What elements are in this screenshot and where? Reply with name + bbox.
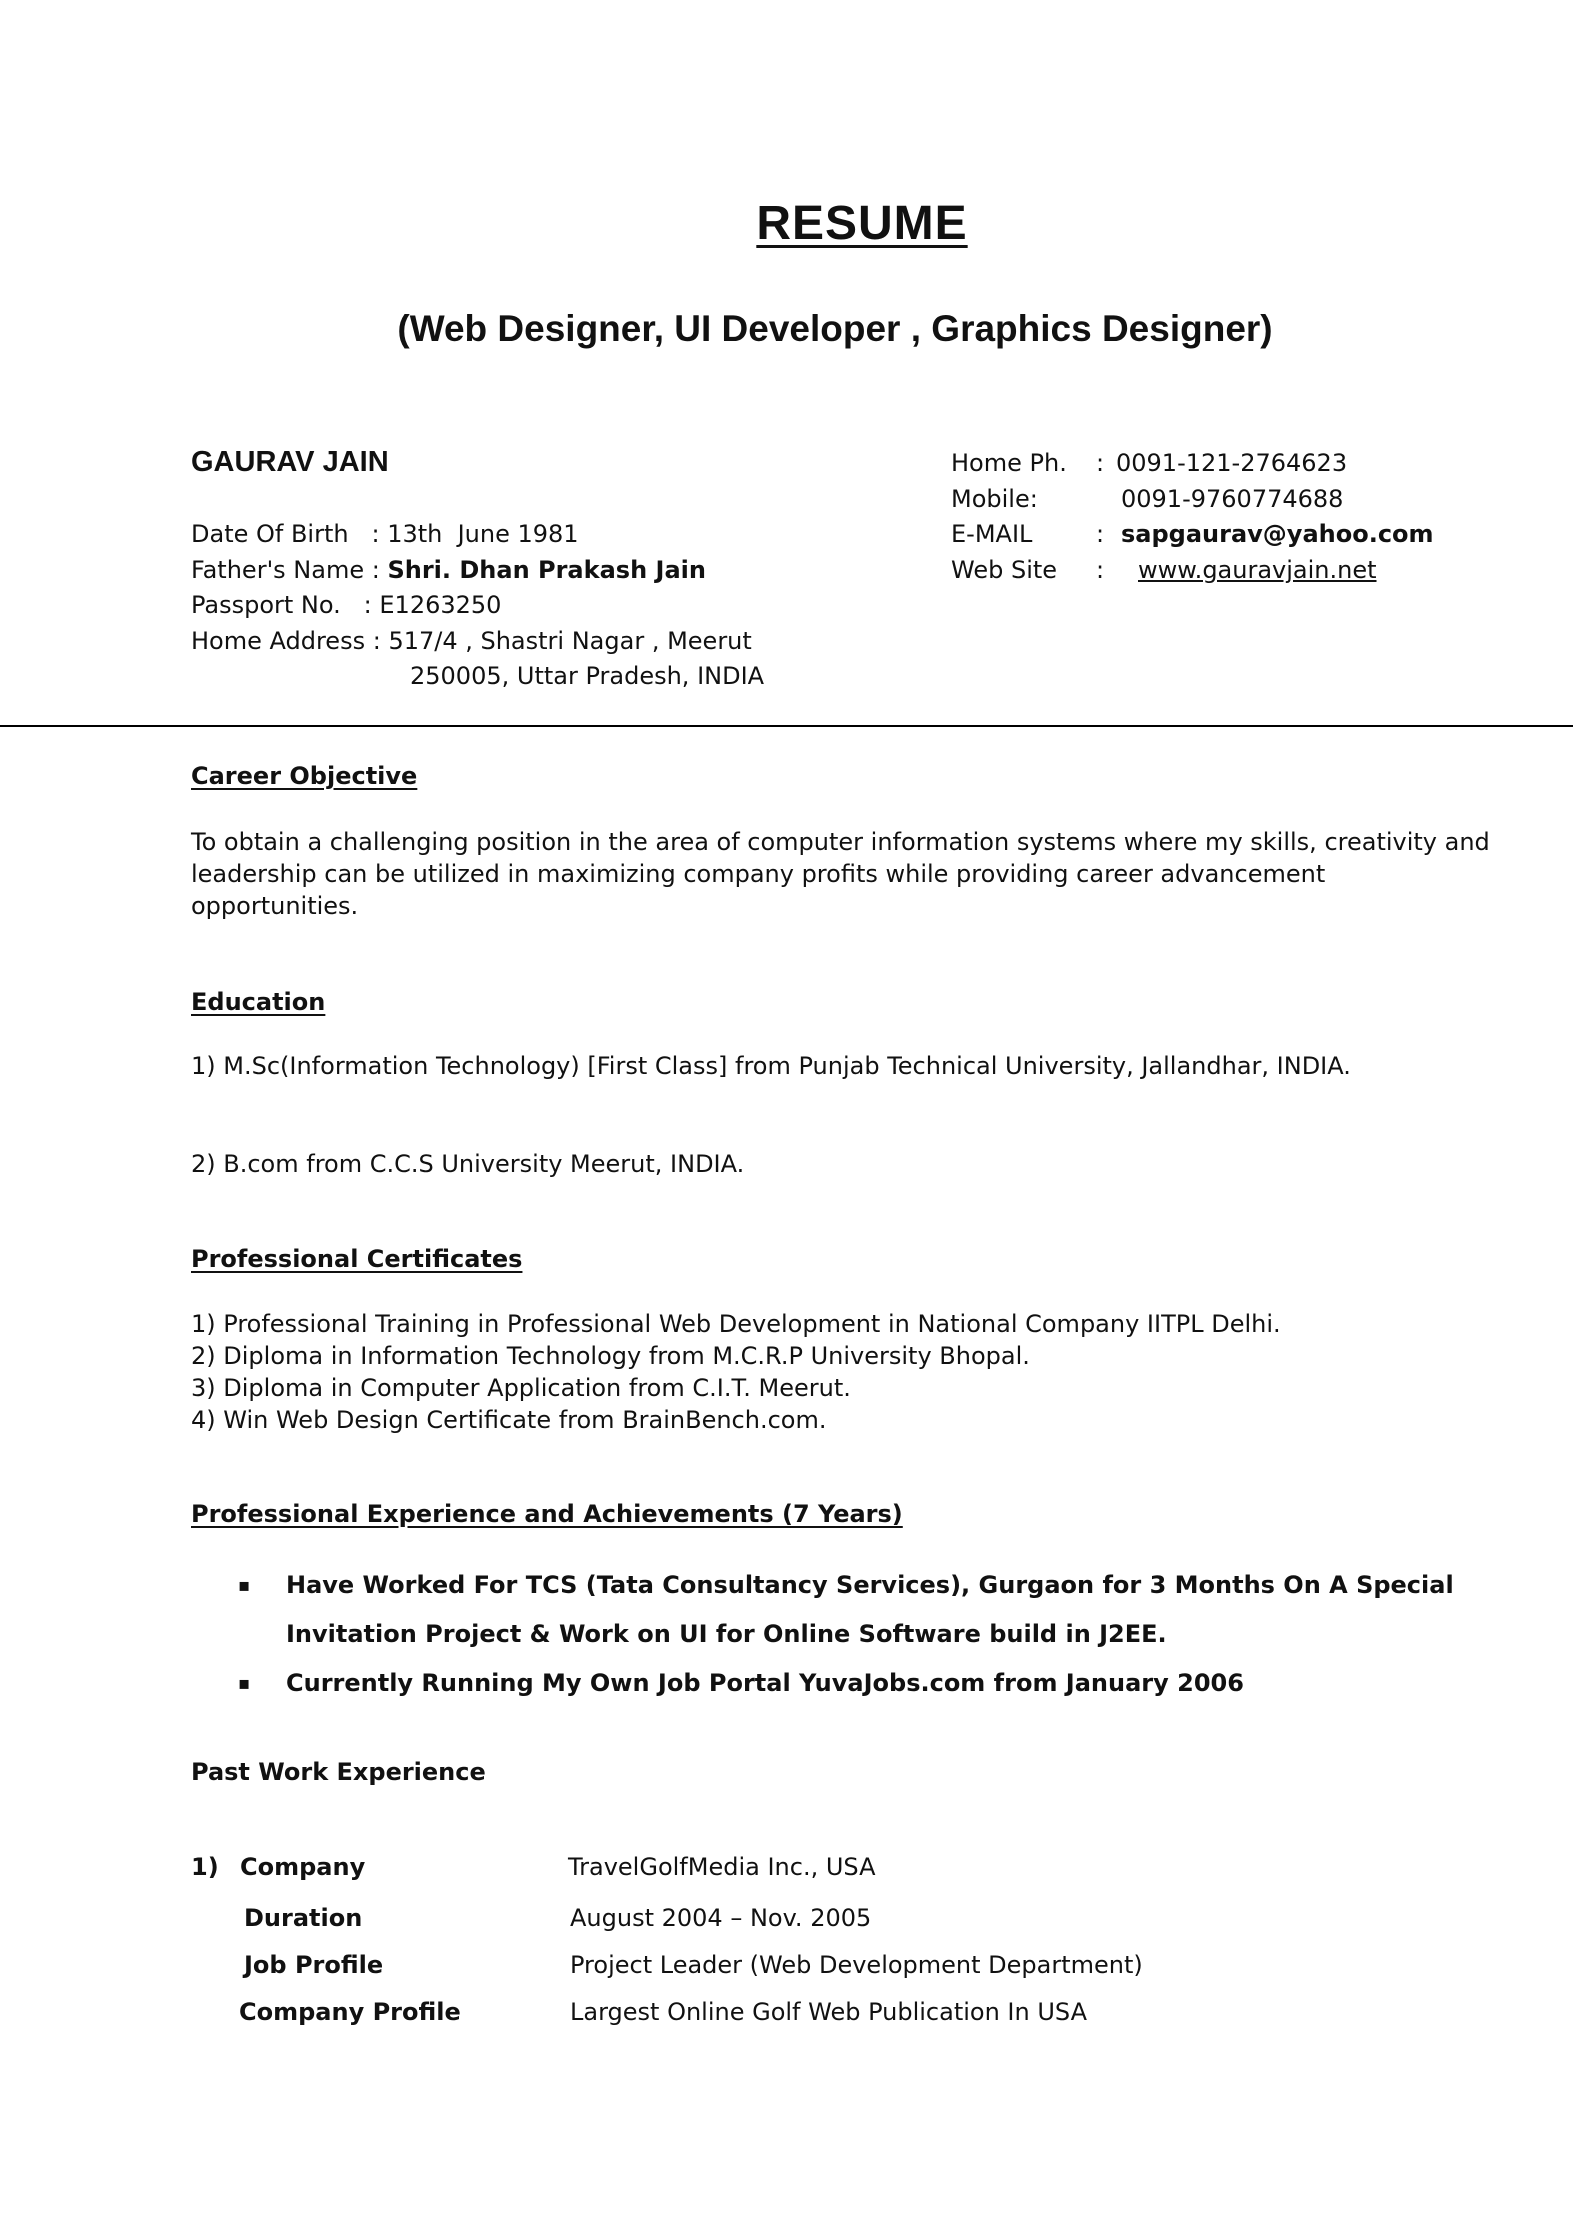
certificates-list — [191, 1308, 1281, 1436]
dob-label: Date Of Birth : — [191, 520, 388, 548]
father-row — [191, 553, 764, 589]
email-sep: : — [1096, 520, 1105, 548]
resume-title: RESUME — [756, 197, 968, 250]
certificate-item: 3) Diploma in Computer Application from C.I.T. Meerut. — [191, 1374, 851, 1402]
home-phone-row — [951, 446, 1434, 482]
address-row-2 — [191, 659, 764, 695]
experience-heading: Professional Experience and Achievements (7 Years) — [191, 1500, 903, 1528]
education-heading: Education — [191, 988, 326, 1016]
education-item: 1) M.Sc(Information Technology) [First Class] from Punjab Technical University, Jallandhar, INDIA. — [191, 1052, 1351, 1080]
mobile-label: Mobile: — [951, 484, 1038, 513]
dob-row — [191, 517, 764, 553]
address-label: Home Address : — [191, 626, 389, 655]
experience-bullets — [238, 1561, 1526, 1708]
mobile-value: 0091-9760774688 — [1121, 484, 1344, 513]
certificate-item: 2) Diploma in Information Technology from M.C.R.P University Bhopal. — [191, 1342, 1030, 1370]
passport-value: E1263250 — [379, 591, 502, 619]
address-line2: 250005, Uttar Pradesh, INDIA — [410, 662, 765, 690]
past-work-number: 1) — [191, 1853, 219, 1881]
company-profile-label: Company Profile — [239, 1998, 461, 2026]
certificate-item: 1) Professional Training in Professional Web Development in National Company IITPL Delhi. — [191, 1310, 1281, 1338]
email-label: E-MAIL — [951, 520, 1033, 548]
personal-details — [191, 517, 764, 695]
job-profile-value: Project Leader (Web Development Department) — [570, 1951, 1143, 1979]
email-value[interactable]: sapgaurav@yahoo.com — [1121, 520, 1434, 548]
company-profile-value: Largest Online Golf Web Publication In USA — [570, 1998, 1088, 2026]
website-row — [951, 553, 1434, 589]
mobile-row — [951, 482, 1434, 518]
company-label: Company — [240, 1853, 366, 1881]
passport-row — [191, 588, 764, 624]
passport-label: Passport No. : — [191, 591, 380, 619]
career-objective-text: To obtain a challenging position in the area of computer information systems where my skills, creativity and leadership can be utilized in maximizing company profits while providing career advancement opportunities. — [191, 828, 1490, 920]
resume-subtitle: (Web Designer, UI Developer , Graphics Designer) — [397, 308, 1273, 349]
experience-bullet-text: Currently Running My Own Job Portal YuvaJobs.com from January 2006 — [286, 1669, 1244, 1697]
candidate-name: GAURAV JAIN — [191, 446, 389, 478]
dob-value: 13th June 1981 — [387, 520, 579, 548]
past-work-heading: Past Work Experience — [191, 1758, 486, 1786]
career-objective-heading: Career Objective — [191, 762, 418, 790]
bullet-icon: ▪ — [238, 1673, 251, 1694]
experience-bullet-text: Have Worked For TCS (Tata Consultancy Services), Gurgaon for 3 Months On A Special Invitation Project & Work on UI for Online Software build in J2EE. — [286, 1571, 1454, 1648]
experience-bullet — [238, 1561, 1526, 1659]
certificates-heading: Professional Certificates — [191, 1245, 523, 1273]
job-profile-label: Job Profile — [244, 1951, 384, 1979]
father-value: Shri. Dhan Prakash Jain — [387, 555, 706, 584]
address-row — [191, 624, 764, 660]
address-line1: 517/4 , Shastri Nagar , Meerut — [388, 626, 752, 655]
contact-details — [951, 446, 1434, 588]
company-value: TravelGolfMedia Inc., USA — [568, 1853, 876, 1881]
home-phone-label: Home Ph. — [951, 449, 1067, 477]
home-phone-sep: : — [1096, 449, 1105, 477]
experience-bullet — [238, 1659, 1526, 1708]
website-link[interactable]: www.gauravjain.net — [1138, 555, 1377, 584]
website-label: Web Site — [951, 555, 1058, 584]
website-sep: : — [1096, 555, 1105, 584]
header-divider — [0, 725, 1573, 727]
certificate-item: 4) Win Web Design Certificate from BrainBench.com. — [191, 1406, 827, 1434]
home-phone-value: 0091-121-2764623 — [1116, 449, 1348, 477]
duration-label: Duration — [244, 1904, 363, 1932]
bullet-icon: ▪ — [238, 1575, 251, 1596]
education-item: 2) B.com from C.C.S University Meerut, INDIA. — [191, 1150, 745, 1178]
duration-value: August 2004 – Nov. 2005 — [570, 1904, 872, 1932]
father-label: Father's Name : — [191, 555, 388, 584]
email-row — [951, 517, 1434, 553]
